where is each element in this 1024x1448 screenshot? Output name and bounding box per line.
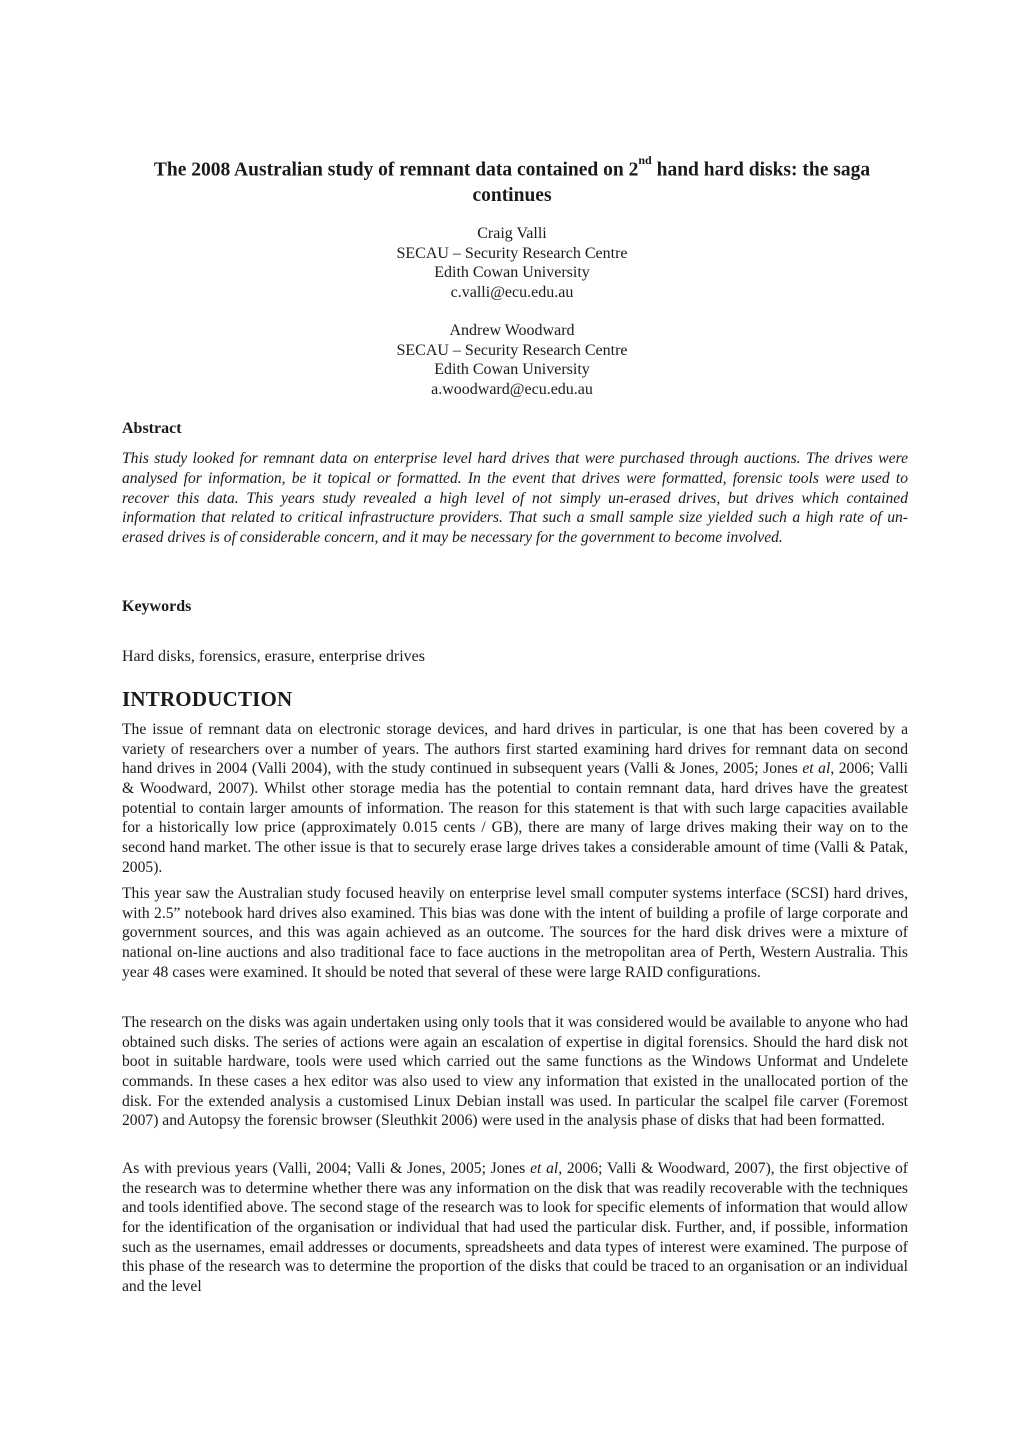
title-text-part2: hand hard disks: the saga continues	[472, 159, 871, 206]
paper-title	[112, 152, 912, 208]
keywords-heading: Keywords	[122, 598, 192, 615]
author-block-2	[312, 321, 712, 399]
keywords-text: Hard disks, forensics, erasure, enterprise drives	[122, 648, 426, 665]
author-name: Andrew Woodward	[449, 322, 575, 339]
abstract-text: This study looked for remnant data on enterprise level hard drives that were purchased through auctions. The drives were analysed for information, be it topical or formatted. In the event that drives were formatted, forensic tools were used to recover this data. This years study revealed a high level of not simply un-erased drives, but drives which contained information that related to critical infrastructure providers. That such a small sample size yielded such a high rate of un-erased drives is of considerable concern, and it may be necessary for the government to become involved.	[122, 450, 908, 547]
intro-paragraph-3: The research on the disks was again undertaken using only tools that it was considered would be available to anyone who had obtained such disks. The series of actions were again an escalation of expertise in digital forensics. Should the hard disk not boot in suitable hardware, tools were used which carried out the same functions as the Windows Unformat and Undelete commands. In these cases a hex editor was also used to view any information that existed in the unallocated portion of the disk. For the extended analysis a customised Linux Debian install was used. In particular the scalpel file carver (Foremost 2007) and Autopsy the forensic browser (Sleuthkit 2006) were used in the analysis phase of disks that had been formatted.	[122, 1014, 908, 1130]
paragraph-text: 2006; Valli & Woodward, 2007), the first objective of the research was to determine whether there was any information on the disk that was readily recoverable with the techniques and tools identified above. The second stage of the research was to look for specific elements of information that would allow for the identification of the organisation or individual that had used the particular disk. Further, and, if possible, information such as the usernames, email addresses or documents, spreadsheets and data types of interest were examined. The purpose of this phase of the research was to determine the proportion of the disks that could be traced to an organisation or an individual and the level	[122, 1160, 908, 1295]
paragraph-italic-text: et al	[802, 760, 831, 778]
title-text-part1: The 2008 Australian study of remnant data contained on 2	[153, 159, 639, 181]
author-institution: Edith Cowan University	[434, 264, 590, 281]
paragraph-text: , 2006; Valli & Woodward, 2007). Whilst other storage media has the potential to contain remnant data, hard drives have the greatest potential to contain larger amounts of information. The reason for this statement is that with such large capacities available for a historically low price (approximately 0.015 cents / GB), there are many of large drives making their way on to the second hand market. The other issue is that to securely erase large drives takes a considerable amount of time (Valli & Patak, 2005).	[122, 760, 908, 876]
author-block-1	[312, 224, 712, 302]
author-affiliation: SECAU – Security Research Centre	[396, 341, 628, 359]
author-email: c.valli@ecu.edu.au	[450, 283, 574, 301]
author-email: a.woodward@ecu.edu.au	[431, 380, 593, 398]
introduction-heading: INTRODUCTION	[122, 687, 293, 711]
paragraph-text: The issue of remnant data on electronic storage devices, and hard drives in particular, is one that has been covered by a variety of researchers over a number of years. The authors first started examining hard drives for remnant data on second hand drives in 2004 (Valli 2004), with the study continued in subsequent years (Valli & Jones, 2005; Jones	[122, 721, 908, 778]
author-institution: Edith Cowan University	[434, 361, 590, 378]
intro-paragraph-2: This year saw the Australian study focused heavily on enterprise level small computer systems interface (SCSI) hard drives, with 2.5” notebook hard drives also examined. This bias was done with the intent of building a profile of large corporate and government sources, and this was again achieved as an outcome. The sources for the hard disk drives were a mixture of national on-line auctions and also traditional face to face auctions in the metropolitan area of Perth, Western Australia. This year 48 cases were examined. It should be noted that several of these were large RAID configurations.	[122, 885, 908, 981]
abstract-heading: Abstract	[122, 420, 182, 437]
paragraph-italic-text: et al,	[530, 1160, 563, 1177]
author-affiliation: SECAU – Security Research Centre	[396, 244, 628, 262]
title-superscript: nd	[638, 153, 652, 167]
intro-paragraph-4	[122, 1159, 908, 1297]
author-name: Craig Valli	[477, 225, 547, 242]
intro-paragraph-1	[122, 720, 908, 877]
paragraph-text: As with previous years (Valli, 2004; Valli & Jones, 2005; Jones	[122, 1160, 531, 1177]
